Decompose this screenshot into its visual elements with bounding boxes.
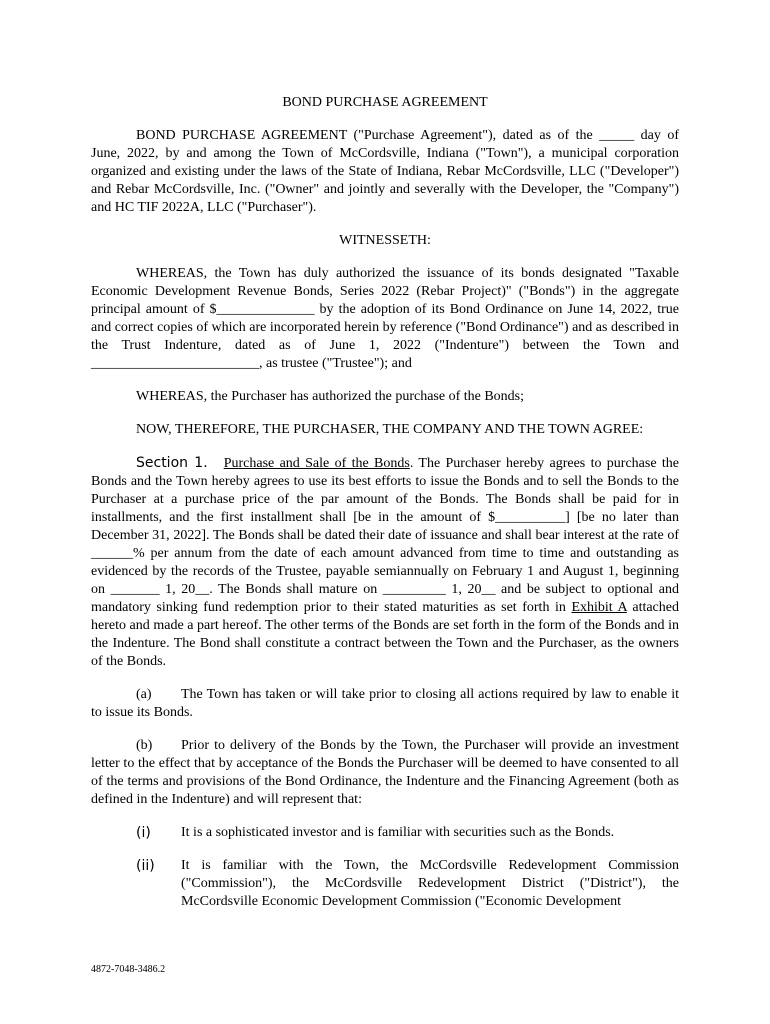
item-i-label: (i) bbox=[136, 825, 151, 841]
intro-paragraph: BOND PURCHASE AGREEMENT ("Purchase Agreement"), dated as of the _____ day of June, 2022, by and among the Town of McCordsville, Indiana ("Town"), a municipal corporation organized and existing under the laws of the State of Indiana, Rebar McCordsville, LLC ("Developer") and Rebar McCordsville, Inc. ("Owner" and jointly and severally with the Developer, the "Company") and HC TIF 2022A, LLC ("Purchaser"). bbox=[91, 128, 679, 215]
section-1-paragraph bbox=[91, 454, 679, 671]
subsection-b bbox=[91, 737, 679, 809]
document-id-footer: 4872-7048-3486.2 bbox=[91, 964, 166, 975]
subsection-a-text: The Town has taken or will take prior to closing all actions required by law to enable it to issue its Bonds. bbox=[91, 687, 679, 720]
item-i-text: It is a sophisticated investor and is familiar with securities such as the Bonds. bbox=[181, 825, 615, 840]
document-title: BOND PURCHASE AGREEMENT bbox=[282, 95, 488, 110]
exhibit-a-reference: Exhibit A bbox=[571, 600, 627, 615]
witnesseth-heading: WITNESSETH: bbox=[339, 233, 431, 248]
subsection-b-text: Prior to delivery of the Bonds by the Town, the Purchaser will provide an investment letter to the effect that by acceptance of the Bonds the Purchaser will be deemed to have consented to all of the terms and provisions of the Bond Ordinance, the Indenture and the Financing Agreement (both as defined in the Indenture) and will represent that: bbox=[91, 738, 679, 807]
item-ii bbox=[91, 857, 679, 911]
now-therefore-paragraph: NOW, THEREFORE, THE PURCHASER, THE COMPANY AND THE TOWN AGREE: bbox=[136, 422, 644, 437]
document-body bbox=[91, 94, 679, 926]
item-i bbox=[91, 824, 679, 842]
section-1-heading: Purchase and Sale of the Bonds bbox=[223, 456, 410, 471]
item-ii-label: (ii) bbox=[136, 858, 155, 874]
section-1-text-b: attached hereto and made a part hereof. The other terms of the Bonds are set forth in the form of the Bonds and in the Indenture. The Bond shall constitute a contract between the Town and the Purchaser, as the owners of the Bonds. bbox=[91, 600, 679, 669]
section-1-text-a: . The Purchaser hereby agrees to purchase the Bonds and the Town hereby agrees to use its best efforts to issue the Bonds and to sell the Bonds to the Purchaser at a purchase price of the par amount of the Bonds. The Bonds shall be paid for in installments, and the first installment shall [be in the amount of $__________] [be no later than December 31, 2022]. The Bonds shall be dated their date of issuance and shall bear interest at the rate of ______% per annum from the date of each amount advanced from time to time and outstanding as evidenced by the records of the Trustee, payable semiannually on February 1 and August 1, beginning on _______ 1, 20__. The Bonds shall mature on _________ 1, 20__ and be subject to optional and mandatory sinking fund redemption prior to their stated maturities as set forth in bbox=[91, 456, 679, 615]
section-1-number: Section 1. bbox=[136, 455, 208, 471]
whereas-paragraph-1: WHEREAS, the Town has duly authorized the issuance of its bonds designated "Taxable Economic Development Revenue Bonds, Series 2022 (Rebar Project)" ("Bonds") in the aggregate principal amount of $______________ by the adoption of its Bond Ordinance on June 14, 2022, true and correct copies of which are incorporated herein by reference ("Bond Ordinance") and as described in the Trust Indenture, dated as of June 1, 2022 ("Indenture") between the Town and ________________________, as trustee ("Trustee"); and bbox=[91, 266, 679, 371]
whereas-paragraph-2: WHEREAS, the Purchaser has authorized the purchase of the Bonds; bbox=[136, 389, 525, 404]
subsection-b-label: (b) bbox=[136, 738, 153, 753]
item-ii-text: It is familiar with the Town, the McCordsville Redevelopment Commission ("Commission"), the McCordsville Redevelopment District ("District"), the McCordsville Economic Development Commission ("Economic Development bbox=[181, 858, 679, 909]
subsection-a-label: (a) bbox=[136, 687, 152, 702]
subsection-a bbox=[91, 686, 679, 722]
